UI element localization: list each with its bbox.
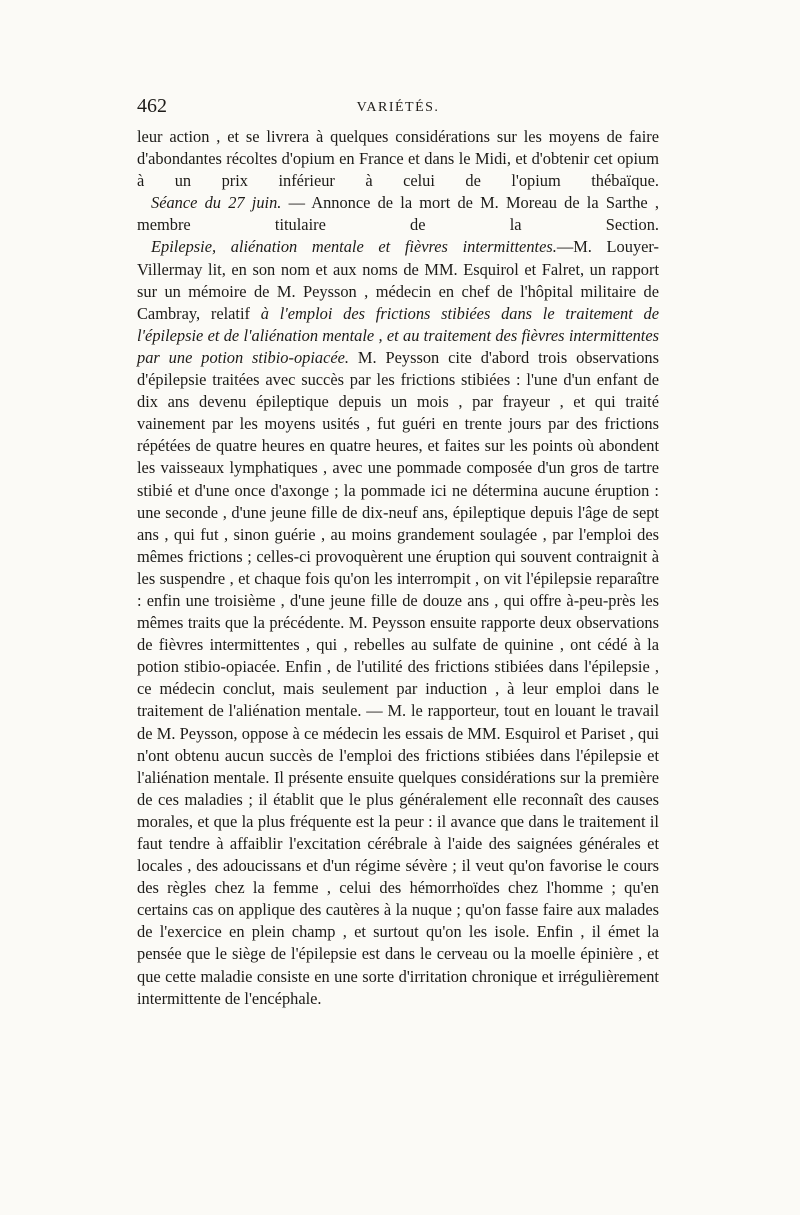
session-date-heading: Séance du 27 juin. <box>151 193 282 213</box>
page-number: 462 <box>137 95 167 117</box>
paragraph-epilepsie <box>137 236 659 1009</box>
memoir-title: à l'emploi des frictions stibiées dans le traitement de l'épilepsie et de l'aliénation mentale , et au traitement des fièvres intermittentes par une potion stibio-opiacée. <box>137 303 659 367</box>
body-text <box>137 126 659 1010</box>
text-segment: leur action , et se livrera à quelques considérations sur les moyens de faire d'abondantes récoltes d'opium en France et dans le Midi, et d'obtenir cet opium à un prix inférieur à celui de l'opium thébaïque. <box>137 127 659 191</box>
text-segment: —M. Louyer-Villermay lit, en son nom et aux noms de MM. Esquirol et Falret, un rapport sur un mémoire de M. Peysson , médecin en chef de l'hôpital militaire de Cambray, relatif <box>137 237 659 323</box>
paragraph-seance-27-juin <box>137 192 659 236</box>
paragraph-opium-continuation <box>137 126 659 192</box>
section-heading-epilepsie: Epilepsie, aliénation mentale et fièvres intermittentes. <box>151 237 557 257</box>
text-segment: — Annonce de la mort de M. Moreau de la Sarthe , membre titulaire de la Section. <box>137 193 659 235</box>
running-title: VARIÉTÉS. <box>356 100 440 115</box>
text-segment: M. Peysson cite d'abord trois observations d'épilepsie traitées avec succès par les frictions stibiées : l'une d'un enfant de dix ans devenu épileptique depuis un mois , par frayeur , et qui traité vainement par les moyens usités , fut guéri en trente jours par des frictions répétées de quatre heures en quatre heures, et faites sur les points où abondent les vaisseaux lymphatiques , avec une pommade composée d'un gros de tartre stibié et d'une once d'axonge ; la pommade ici ne détermina aucune éruption : une seconde , d'une jeune fille de dix-neuf ans, épileptique depuis l'âge de sept ans , qui fut , sinon guérie , au moins grandement soulagée , par l'emploi des mêmes frictions ; celles-ci provoquèrent une éruption qui souvent contraignit à les suspendre , et chaque fois qu'on les interrompit , on vit l'épilepsie reparaître : enfin une troisième , d'une jeune fille de douze ans , qui offre à-peu-près les mêmes traits que la précédente. M. Peysson ensuite rapporte deux observations de fièvres intermittentes , qui , rebelles au sulfate de quinine , ont cédé à la potion stibio-opiacée. Enfin , de l'utilité des frictions stibiées dans l'épilepsie , ce médecin conclut, mais seulement par induction , à leur emploi dans le traitement de l'aliénation mentale. — M. le rapporteur, tout en louant le travail de M. Peysson, oppose à ce médecin les essais de MM. Esquirol et Pariset , qui n'ont obtenu aucun succès de l'emploi des frictions stibiées dans l'épilepsie et l'aliénation mentale. Il présente ensuite quelques considérations sur la première de ces maladies ; il établit que le plus généralement elle reconnaît des causes morales, et que la plus fréquente est la peur : il avance que dans le traitement il faut tendre à affaiblir l'excitation cérébrale à l'aide des saignées générales et locales , des adoucissans et d'un régime sévère ; il veut qu'on favorise le cours des règles chez la femme , celui des hémorrhoïdes chez l'homme ; qu'en certains cas on applique des cautères à la nuque ; qu'on fasse faire aux malades de l'exercice en plein champ , et surtout qu'on les isole. Enfin , il émet la pensée que le siège de l'épilepsie est dans le cerveau ou la moelle épinière , et que cette maladie consiste en une sorte d'irritation chronique et irrégulièrement intermittente de l'encéphale. <box>137 347 659 1008</box>
